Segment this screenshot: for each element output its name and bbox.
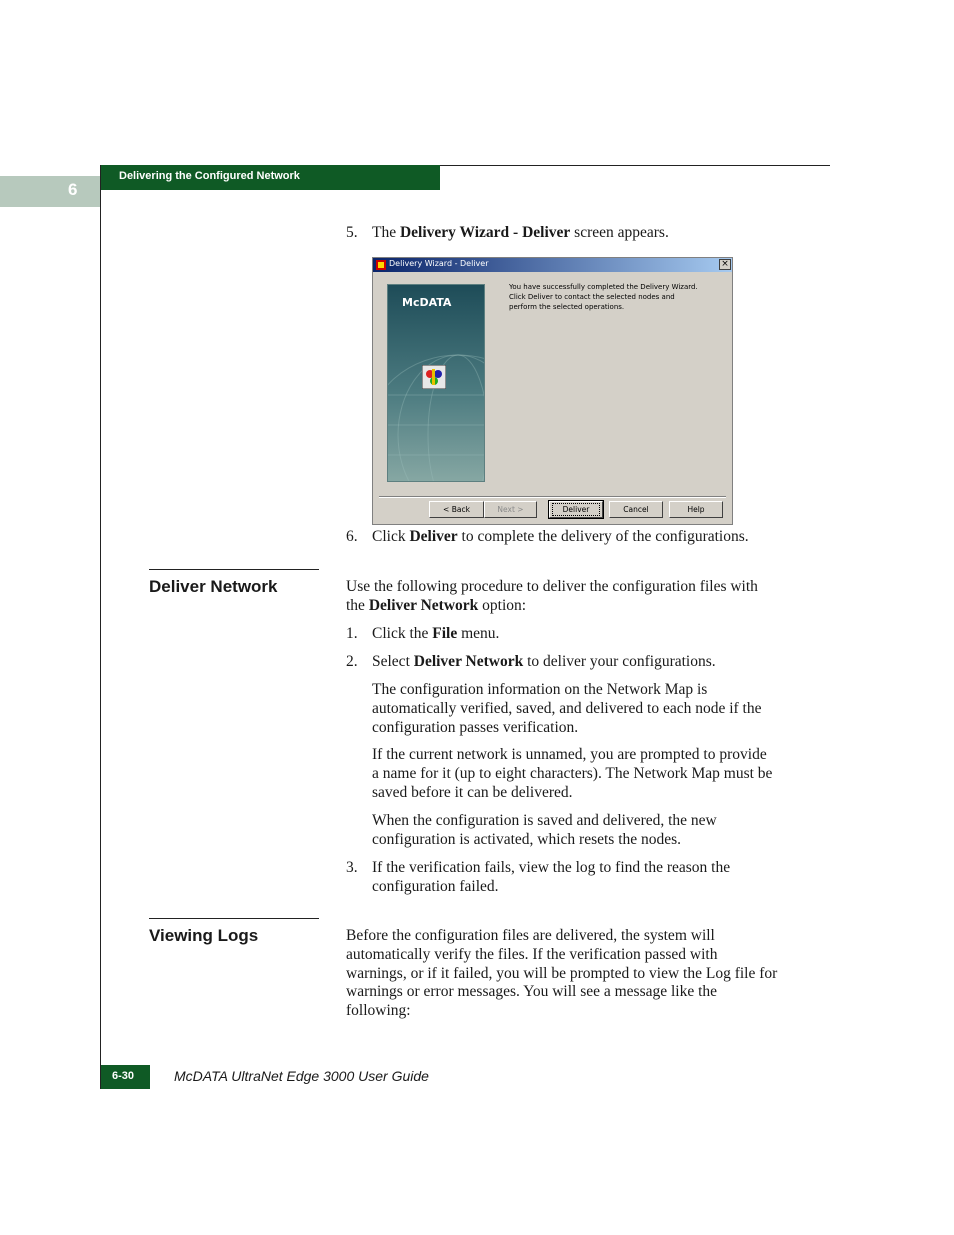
dialog-separator	[379, 496, 726, 498]
delivery-wizard-dialog	[372, 257, 733, 525]
close-button[interactable]: ×	[719, 259, 731, 270]
page-number: 6-30	[112, 1070, 135, 1082]
cancel-button[interactable]: Cancel	[609, 501, 663, 518]
next-button[interactable]: Next >	[484, 501, 537, 518]
deliver-step-3-text: If the verification fails, view the log to find the reason the configuration failed.	[372, 859, 731, 895]
paragraph-unnamed-network: If the current network is unnamed, you are prompted to provide a name for it (up to eight characters). The Network Map must be saved before it can be delivered.	[372, 746, 773, 801]
running-head: Delivering the Configured Network	[119, 170, 300, 182]
mcdata-logo: McDATA	[402, 296, 452, 309]
step-number: 2.	[346, 653, 358, 670]
section-heading-viewing-logs: Viewing Logs	[149, 926, 259, 945]
app-icon	[376, 260, 386, 270]
dialog-message: You have successfully completed the Delivery Wizard. Click Deliver to contact the selected nodes and perform the selected operations.	[509, 283, 698, 311]
chapter-number: 6	[68, 180, 78, 199]
help-button[interactable]: Help	[669, 501, 723, 518]
dialog-title: Delivery Wizard - Deliver	[389, 259, 489, 268]
section-rule	[149, 569, 319, 570]
step-number: 6.	[346, 528, 358, 545]
paragraph-verification: The configuration information on the Network Map is automatically verified, saved, and delivered to each node if the configuration passes verification.	[372, 681, 762, 736]
back-button[interactable]: < Back	[429, 501, 484, 518]
footer-book-title: McDATA UltraNet Edge 3000 User Guide	[174, 1068, 429, 1084]
deliver-step-1-text: Click the File menu.	[372, 625, 500, 642]
viewing-logs-paragraph: Before the configuration files are delivered, the system will automatically verify the files. If the verification passed with warnings, or if it failed, you will be prompted to view the Log file for warnings or error messages. You will see a message like the following:	[346, 927, 778, 1020]
section-heading-deliver-network: Deliver Network	[149, 577, 278, 596]
dialog-title-bar	[373, 258, 732, 272]
step-number: 5.	[346, 224, 358, 241]
deliver-network-intro-line2: the Deliver Network option:	[346, 597, 527, 614]
deliver-network-intro-line1: Use the following procedure to deliver the configuration files with	[346, 578, 758, 595]
deliver-step-2-text: Select Deliver Network to deliver your configurations.	[372, 653, 716, 670]
deliver-button[interactable]: Deliver	[549, 501, 603, 518]
paragraph-activation: When the configuration is saved and delivered, the new configuration is activated, which resets the nodes.	[372, 812, 717, 848]
step-number: 3.	[346, 859, 358, 876]
step-5-text: The Delivery Wizard - Deliver screen appears.	[372, 224, 669, 241]
step-6-text: Click Deliver to complete the delivery of the configurations.	[372, 528, 749, 545]
step-number: 1.	[346, 625, 358, 642]
wizard-icon	[422, 365, 446, 389]
section-rule	[149, 918, 319, 919]
left-margin-rule	[100, 165, 101, 1089]
wizard-side-panel	[387, 284, 485, 482]
